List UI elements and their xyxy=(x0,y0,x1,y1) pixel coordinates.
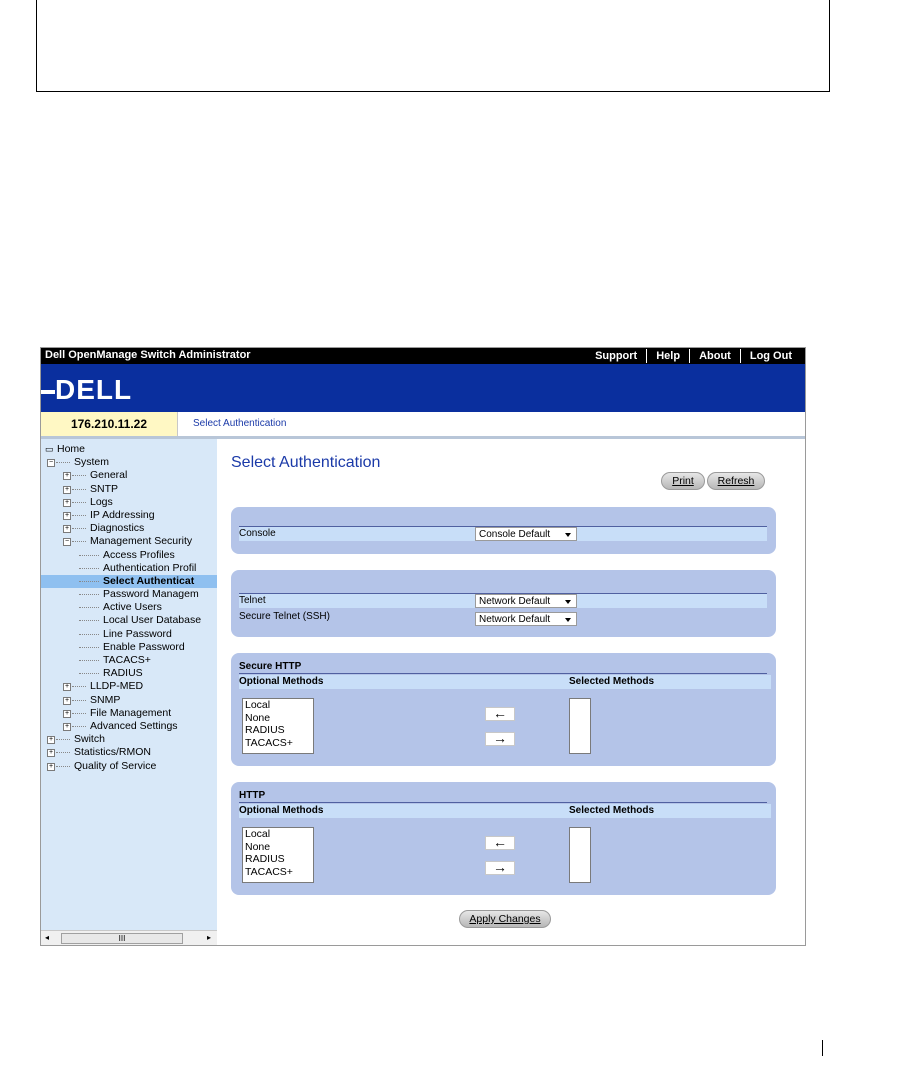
arrow-right-icon: → xyxy=(493,730,507,746)
scroll-left-icon[interactable]: ◂ xyxy=(45,933,50,942)
tree-connector xyxy=(72,475,86,476)
list-item[interactable]: RADIUS xyxy=(245,724,285,736)
tree-item[interactable] xyxy=(41,483,217,496)
list-item[interactable]: Local xyxy=(245,699,271,711)
tree-item-label: Active Users xyxy=(103,601,162,614)
tree-item[interactable] xyxy=(41,720,217,733)
banner xyxy=(41,364,805,412)
address-bar xyxy=(41,412,805,439)
move-right-button[interactable] xyxy=(485,861,515,875)
tree-item[interactable] xyxy=(41,562,217,575)
expand-icon[interactable]: + xyxy=(64,709,70,717)
tree-connector xyxy=(56,766,70,767)
optional-methods-list[interactable] xyxy=(242,827,314,883)
tree-item-label: General xyxy=(90,469,128,482)
tree-connector xyxy=(79,555,99,556)
tree-connector xyxy=(56,462,70,463)
tree-connector xyxy=(79,581,99,582)
apply-changes-button[interactable]: Apply Changes xyxy=(459,910,551,928)
console-panel xyxy=(231,507,776,554)
secure-http-title: Secure HTTP xyxy=(239,661,302,672)
list-item[interactable]: RADIUS xyxy=(245,853,285,865)
tree-item-label: Diagnostics xyxy=(90,522,145,535)
expand-icon[interactable]: + xyxy=(64,485,70,493)
tree-item-label: Logs xyxy=(90,495,113,508)
tree-item-label: Switch xyxy=(74,733,105,746)
tree-connector xyxy=(79,594,99,595)
tree-item-label: Local User Database xyxy=(103,614,202,627)
tree-connector xyxy=(72,713,86,714)
top-bar xyxy=(41,348,805,364)
tree-connector xyxy=(72,528,86,529)
optional-methods-list[interactable] xyxy=(242,698,314,754)
tree-item-label: Advanced Settings xyxy=(90,719,178,732)
tree-item-label: Management Security xyxy=(90,535,193,548)
expand-icon[interactable]: + xyxy=(64,525,70,533)
console-label: Console xyxy=(239,528,276,539)
tree-item[interactable] xyxy=(41,549,217,562)
dell-logo: DELL xyxy=(55,374,133,405)
ssh-label: Secure Telnet (SSH) xyxy=(239,611,330,622)
tree-connector xyxy=(79,660,99,661)
tree-item[interactable] xyxy=(41,535,217,548)
tree-item[interactable] xyxy=(41,628,217,641)
tree-connector xyxy=(79,620,99,621)
tree-item-label: Select Authenticat xyxy=(103,574,195,587)
secure-http-panel xyxy=(231,653,776,766)
tree-item[interactable] xyxy=(41,760,217,773)
tree-item-label: Line Password xyxy=(103,627,172,640)
refresh-button[interactable]: Refresh xyxy=(707,472,765,490)
tree-item[interactable] xyxy=(41,641,217,654)
tree-item-label: Enable Password xyxy=(103,640,185,653)
tree-connector xyxy=(72,502,86,503)
tree-connector xyxy=(56,739,70,740)
tree-connector xyxy=(72,541,86,542)
expand-icon[interactable]: + xyxy=(64,511,70,519)
tree-item-label: System xyxy=(74,456,110,469)
tree-connector xyxy=(72,726,86,727)
tree-item-label: Statistics/RMON xyxy=(74,746,152,759)
expand-icon[interactable]: + xyxy=(48,749,54,757)
computer-icon: ▭ xyxy=(45,444,54,454)
expand-icon[interactable]: + xyxy=(64,683,70,691)
print-button[interactable]: Print xyxy=(661,472,705,490)
divider xyxy=(239,673,767,674)
tree-item-label: Access Profiles xyxy=(103,548,175,561)
tree-connector xyxy=(72,515,86,516)
main-content xyxy=(217,439,805,945)
tree-item[interactable] xyxy=(41,654,217,667)
tree-connector xyxy=(79,607,99,608)
page-title: Select Authentication xyxy=(231,454,381,471)
tree-item-label: LLDP-MED xyxy=(90,680,144,693)
tree-item[interactable] xyxy=(41,588,217,601)
top-links xyxy=(586,349,801,363)
list-item[interactable]: TACACS+ xyxy=(245,865,293,878)
scroll-thumb[interactable]: III xyxy=(61,933,183,944)
breadcrumb: Select Authentication xyxy=(193,418,287,429)
tree-list xyxy=(41,443,217,773)
navigation-tree xyxy=(41,439,217,945)
list-item[interactable]: TACACS+ xyxy=(245,736,293,749)
tree-connector xyxy=(79,634,99,635)
list-item[interactable]: None xyxy=(245,711,271,724)
list-item[interactable]: None xyxy=(245,840,271,853)
tree-item-label: RADIUS xyxy=(103,667,143,680)
tree-item-label: Password Managem xyxy=(103,588,199,601)
tree-item-label: TACACS+ xyxy=(103,654,151,666)
tree-connector xyxy=(79,673,99,674)
expand-icon[interactable]: + xyxy=(64,722,70,730)
tree-item-label: Home xyxy=(57,443,86,455)
device-ip: 176.210.11.22 xyxy=(41,412,178,436)
list-item[interactable]: Local xyxy=(245,828,271,840)
methods-header xyxy=(239,675,771,689)
collapse-icon[interactable]: − xyxy=(48,459,54,467)
tree-connector xyxy=(72,489,86,490)
tree-item-label: Authentication Profil xyxy=(103,561,197,574)
telnet-label: Telnet xyxy=(239,595,266,606)
optional-methods-header: Optional Methods xyxy=(239,805,324,816)
move-right-button[interactable] xyxy=(485,732,515,746)
ssh-select[interactable]: Network Default xyxy=(475,612,577,626)
tree-item[interactable] xyxy=(41,680,217,693)
tree-item[interactable] xyxy=(41,509,217,522)
support-link[interactable]: Support xyxy=(595,350,638,362)
expand-icon[interactable]: + xyxy=(64,696,70,704)
about-link[interactable]: About xyxy=(689,349,740,363)
tree-item[interactable] xyxy=(41,601,217,614)
http-panel xyxy=(231,782,776,895)
telnet-select[interactable]: Network Default xyxy=(475,594,577,608)
selected-methods-list[interactable] xyxy=(569,698,591,754)
tree-item[interactable] xyxy=(41,614,217,627)
help-link[interactable]: Help xyxy=(646,349,689,363)
tree-item-label: Quality of Service xyxy=(74,759,157,772)
expand-icon[interactable]: + xyxy=(64,498,70,506)
selected-methods-list[interactable] xyxy=(569,827,591,883)
expand-icon[interactable]: + xyxy=(64,472,70,480)
move-left-button[interactable] xyxy=(485,836,515,850)
divider xyxy=(239,802,767,803)
scroll-right-icon[interactable]: ▸ xyxy=(207,933,212,942)
arrow-right-icon: → xyxy=(493,859,507,875)
tree-item[interactable] xyxy=(41,496,217,509)
logout-link[interactable]: Log Out xyxy=(740,349,801,363)
tree-item[interactable] xyxy=(41,443,217,456)
tree-item-label: IP Addressing xyxy=(90,508,155,521)
top-frame xyxy=(36,0,830,92)
horizontal-scrollbar[interactable] xyxy=(41,930,217,945)
tree-item[interactable] xyxy=(41,522,217,535)
expand-icon[interactable]: + xyxy=(48,736,54,744)
collapse-icon[interactable]: − xyxy=(64,538,70,546)
tree-item[interactable] xyxy=(41,575,217,588)
tree-connector xyxy=(79,568,99,569)
tree-connector xyxy=(72,700,86,701)
tree-connector xyxy=(79,647,99,648)
tree-item[interactable] xyxy=(41,456,217,469)
selected-methods-header: Selected Methods xyxy=(569,676,655,687)
tree-item[interactable] xyxy=(41,469,217,482)
optional-methods-header: Optional Methods xyxy=(239,676,324,687)
http-title: HTTP xyxy=(239,790,266,801)
selected-methods-header: Selected Methods xyxy=(569,805,655,816)
tree-item-label: SNTP xyxy=(90,482,119,495)
tree-item[interactable] xyxy=(41,746,217,759)
tree-item[interactable] xyxy=(41,694,217,707)
arrow-left-icon: ← xyxy=(493,705,507,721)
tree-connector xyxy=(56,752,70,753)
page-marker xyxy=(822,1040,823,1056)
tree-connector xyxy=(72,686,86,687)
tree-item-label: SNMP xyxy=(90,693,121,706)
move-left-button[interactable] xyxy=(485,707,515,721)
telnet-panel xyxy=(231,570,776,637)
app-window xyxy=(40,347,806,946)
console-select[interactable]: Console Default xyxy=(475,527,577,541)
tree-item[interactable] xyxy=(41,667,217,680)
app-title: Dell OpenManage Switch Administrator xyxy=(45,349,251,361)
tree-item-label: File Management xyxy=(90,706,172,719)
arrow-left-icon: ← xyxy=(493,834,507,850)
expand-icon[interactable]: + xyxy=(48,762,54,770)
tree-item[interactable] xyxy=(41,707,217,720)
methods-header xyxy=(239,804,771,818)
tree-item[interactable] xyxy=(41,733,217,746)
